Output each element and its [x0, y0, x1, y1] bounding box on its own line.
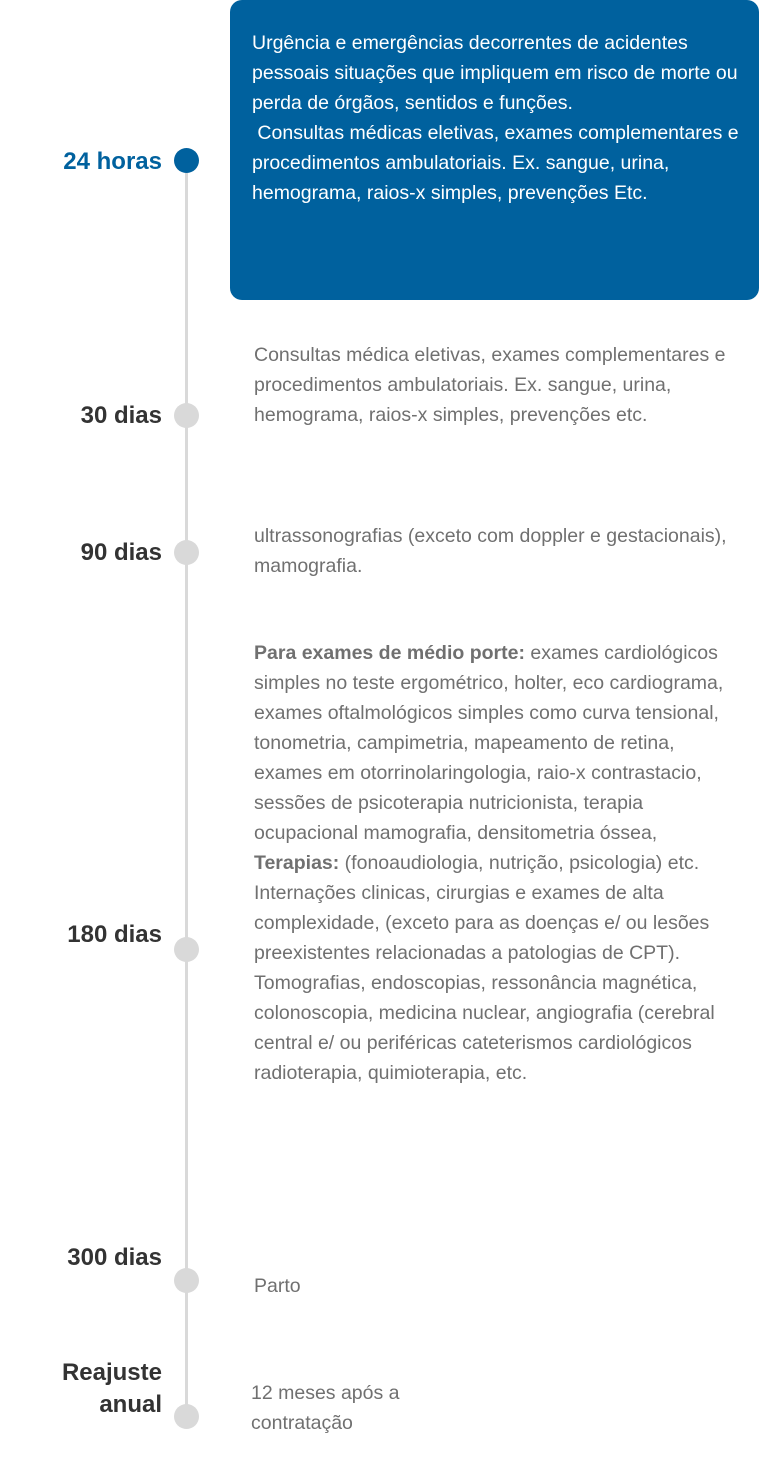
- timeline-text-30-dias: Consultas médica eletivas, exames complementares e procedimentos ambulatoriais. Ex. sangue, urina, hemograma, raios-x simples, prevenções etc.: [254, 344, 726, 426]
- timeline-dot-active[interactable]: [174, 148, 199, 173]
- timeline-dot[interactable]: [174, 1404, 199, 1429]
- timeline-text-180-dias: [254, 638, 746, 1088]
- timeline-label-24-horas: 24 horas: [63, 148, 162, 175]
- timeline-text-180-bold-2: Terapias:: [254, 852, 340, 874]
- timeline-label-30-dias: 30 dias: [80, 402, 162, 429]
- timeline-card-24-horas: [230, 0, 759, 300]
- timeline-dot[interactable]: [174, 1268, 199, 1293]
- timeline-text-180-bold-1: Para exames de médio porte:: [254, 642, 525, 664]
- timeline-dot[interactable]: [174, 540, 199, 565]
- timeline-label-90-dias: 90 dias: [80, 539, 162, 566]
- timeline-label-180-dias: 180 dias: [67, 921, 162, 948]
- timeline-text-300-dias: Parto: [254, 1275, 301, 1297]
- timeline-text-180-part-2: (fonoaudiologia, nutrição, psicologia) etc. Internações clinicas, cirurgias e exames de alta complexidade, (exceto para as doenças e/ ou lesões preexistentes relacionadas a patologias de CPT). Tomografias, endoscopias, ressonância magnética, colonoscopia, medicina nuclear, angiografia (cerebral central e/ ou periféricas cateterismos cardiológicos radioterapia, quimioterapia, etc.: [254, 852, 715, 1084]
- timeline-card-text-line-2: Consultas médicas eletivas, exames complementares e procedimentos ambulatoriais. Ex. sangue, urina, hemograma, raios-x simples, prevenções Etc.: [252, 122, 745, 204]
- timeline-card-text-line-1: Urgência e emergências decorrentes de acidentes pessoais situações que impliquem em risco de morte ou perda de órgãos, sentidos e funções.: [252, 32, 738, 114]
- timeline-dot[interactable]: [174, 937, 199, 962]
- timeline-line: [185, 160, 188, 1420]
- timeline-card-text: [252, 28, 745, 208]
- timeline-text-reajuste-anual: [251, 1378, 743, 1438]
- timeline-text-90-dias: ultrassonografias (exceto com doppler e gestacionais), mamografia.: [254, 525, 727, 577]
- timeline-label-reajuste-anual: [62, 1357, 162, 1421]
- timeline-dot[interactable]: [174, 403, 199, 428]
- timeline-text-reajuste-line-2: contratação: [251, 1412, 353, 1434]
- timeline-text-180-part-1: exames cardiológicos simples no teste ergométrico, holter, eco cardiograma, exames oftalmológicos simples como curva tensional, tonometria, campimetria, mapeamento de retina, exames em otorrinolaringologia, raio-x contrastacio, sessões de psicoterapia nutricionista, terapia ocupacional mamografia, densitometria óssea,: [254, 642, 724, 844]
- timeline-label-reajuste: Reajuste: [61, 1359, 162, 1386]
- timeline-label-300-dias: 300 dias: [67, 1244, 162, 1271]
- timeline-label-anual: anual: [99, 1391, 162, 1418]
- timeline-text-reajuste-line-1: 12 meses após a: [251, 1382, 400, 1404]
